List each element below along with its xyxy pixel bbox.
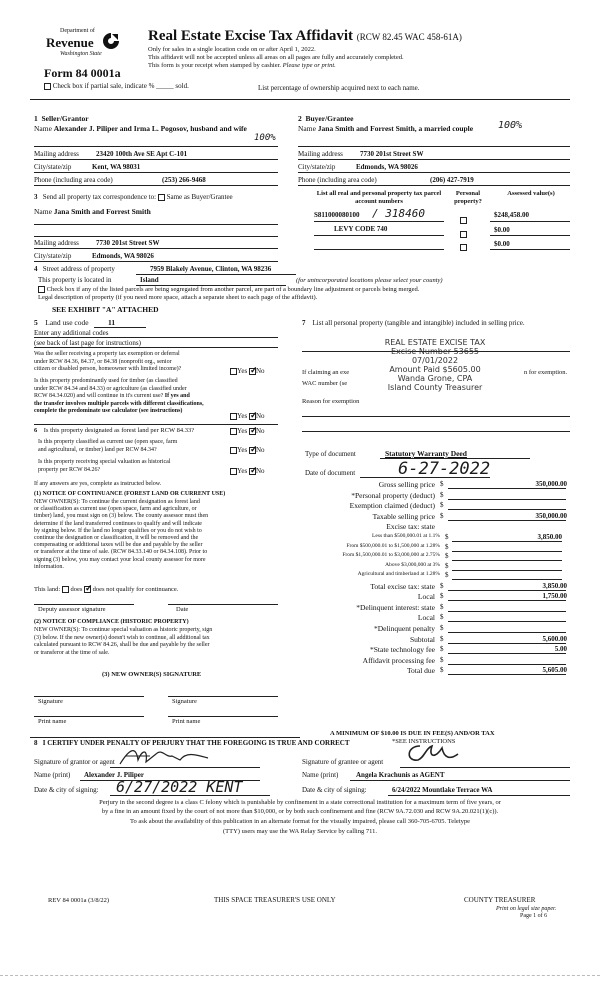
buyer-name-label: Name	[298, 124, 316, 133]
perjury-text-2: by a fine in an amount fixed by the court of not more than $10,000, or by both such confinement and fine (RCW 9A.72.030 and RCW 9A.20.021(1)(c)).	[101, 808, 499, 815]
tax-row-label: *Delinquent interest: state	[356, 602, 435, 612]
dor-logo-icon	[102, 32, 120, 50]
section5-num: 5	[34, 318, 38, 327]
grantee-sig-label: Signature of grantee or agent	[302, 758, 384, 766]
dollar-sign: $	[440, 592, 444, 601]
section7-num: 7	[302, 319, 306, 327]
q1-yes-checkbox[interactable]	[230, 368, 237, 375]
seller-num: 1	[34, 114, 38, 123]
assessed-value-2[interactable]: $0.00	[494, 226, 510, 234]
seller-heading	[34, 114, 89, 123]
dollar-sign: $	[440, 490, 444, 499]
notice1-line: signing (3) below, you may contact your local county assessor for more	[34, 556, 206, 563]
parcel-row-1	[314, 211, 360, 219]
seller-name[interactable]: Alexander J. Piliper and Irma L. Pogosov, husband and wife	[53, 124, 247, 133]
does-not-label: does not qualify for continuance.	[92, 586, 179, 593]
parcel-col-header: List all real and personal property tax parcel account numbers	[316, 190, 442, 205]
yes-label: Yes	[237, 427, 248, 435]
land-use-code[interactable]: 11	[108, 318, 116, 327]
dollar-sign: $	[445, 561, 449, 570]
seller-phone-label: Phone (including area code)	[34, 176, 113, 184]
deputy-sig-label: Deputy assessor signature	[38, 606, 106, 613]
current-use-yes-checkbox[interactable]	[230, 447, 237, 454]
buyer-num: 2	[298, 114, 302, 123]
buyer-pct: 100%	[498, 120, 523, 131]
grantee-name-label: Name (print)	[302, 771, 339, 779]
stamp-line: REAL ESTATE EXCISE TAX	[384, 338, 486, 347]
legal-paper-note: Print on legal size paper.	[496, 906, 557, 912]
tax-row-value[interactable]: 5.00	[554, 645, 567, 654]
tax-row-value[interactable]: 5,605.00	[542, 666, 567, 675]
notice2-line: or transferor at the time of sale.	[34, 649, 110, 656]
seller-heading-text: Seller/Grantor	[41, 114, 89, 123]
dor-logo	[44, 28, 124, 64]
owner-sig-label-1: Signature	[38, 698, 63, 705]
q2-line-f: complete the predominate use calculator (see instructions)	[34, 408, 183, 414]
deputy-date-label: Date	[176, 606, 189, 613]
grantor-name-label: Name (print)	[34, 771, 71, 779]
q2-line-d: If yes and	[164, 393, 190, 399]
personal-col-header: Personal property?	[454, 190, 482, 205]
tax-row	[300, 501, 575, 511]
stamp-line: 07/01/2022	[411, 356, 459, 365]
dollar-sign: $	[440, 634, 444, 643]
claiming-label: If claiming an exe	[302, 369, 350, 376]
notice2-line: calculated pursuant to RCW 84.26, shall be due and payable by the seller	[34, 642, 210, 649]
scan-edge	[0, 975, 600, 976]
tax-row-label: Taxable selling price	[372, 511, 435, 521]
dollar-sign: $	[440, 480, 444, 488]
tax-row-value[interactable]: 350,000.00	[535, 480, 567, 488]
no-label: No	[255, 446, 265, 454]
grantor-date-label: Date & city of signing:	[34, 786, 99, 794]
seller-name-row	[34, 124, 247, 133]
segregated-row	[38, 286, 419, 293]
q1-no-checkbox[interactable]	[249, 368, 256, 375]
buyer-addr-label: Mailing address	[298, 150, 343, 158]
grantee-date-city[interactable]: 6/24/2022 Mountlake Terrace WA	[392, 786, 493, 794]
form-revision: REV 84 0001a (3/8/22)	[48, 897, 110, 904]
tax-row-value[interactable]: 5,600.00	[542, 634, 567, 643]
personal-property-text	[302, 318, 570, 328]
dollar-sign: $	[440, 581, 444, 590]
buyer-name[interactable]: Jana Smith and Forrest Smith, a married couple	[317, 124, 474, 133]
tax-bracket	[300, 543, 575, 553]
q-timber	[34, 378, 204, 416]
notice1-line: continue the designation or classification, it will be removed and the	[34, 535, 199, 542]
notice1-line: NEW OWNER(S): To continue the current designation as forest land	[34, 499, 200, 505]
tax-row-label: *Delinquent penalty	[373, 623, 435, 633]
tax-row	[300, 635, 575, 645]
seller-pct: 100%	[254, 133, 276, 143]
tax-row-label: *State technology fee	[370, 645, 435, 655]
dollar-sign: $	[440, 602, 444, 611]
tax-calculation	[300, 480, 575, 750]
q-forest	[34, 427, 194, 434]
header-line2: This affidavit will not be accepted unless all areas on all pages are fully and accurately completed.	[148, 54, 404, 61]
see-instructions: *SEE INSTRUCTIONS	[392, 738, 456, 745]
tax-bracket-value[interactable]: 3,850.00	[537, 533, 562, 541]
personal-checkbox-1[interactable]	[460, 217, 467, 224]
doc-date[interactable]: 6-27-2022	[398, 459, 491, 479]
wac-label: WAC number (se	[302, 380, 348, 387]
seller-name-label: Name	[34, 124, 52, 133]
tax-bracket-label: Agricultural and timberland at 1.28%	[357, 571, 440, 577]
q-historic	[38, 459, 170, 474]
q1-line-a: Was the seller receiving a property tax exemption or deferral	[34, 351, 180, 357]
corr-name-label: Name	[34, 207, 52, 216]
assessed-value-3[interactable]: $0.00	[494, 240, 510, 248]
q1-answers	[230, 367, 265, 375]
q1-line-c: citizen or disabled person, homeowner with limited income)?	[34, 366, 182, 372]
tax-row-label: Gross selling price	[378, 480, 435, 489]
dollar-sign: $	[445, 571, 449, 579]
same-as-buyer-label: Same as Buyer/Grantee	[166, 193, 233, 201]
historic-line-a: Is this property receiving special valuation as historical	[38, 459, 171, 465]
historic-answers	[230, 467, 265, 475]
q2-line-b: under RCW 84.34 and 84.33) or agriculture (as classified under	[34, 385, 187, 392]
buyer-city[interactable]: Edmonds, WA 98026	[356, 163, 418, 171]
tax-row-label: *Personal property (deduct)	[351, 490, 435, 500]
section6-num: 6	[34, 427, 38, 434]
seller-city-label: City/state/zip	[34, 163, 72, 171]
owner-sig-label-2: Signature	[172, 698, 197, 705]
no-label: No	[255, 367, 265, 375]
does-label: does	[70, 586, 83, 593]
header-line3a: This form is your receipt when stamped by cashier.	[148, 62, 282, 69]
tax-row	[300, 512, 575, 522]
buyer-heading-text: Buyer/Grantee	[305, 114, 354, 123]
notice2-body	[34, 627, 212, 657]
does-checkbox[interactable]	[62, 586, 69, 593]
correspondence-row	[34, 193, 233, 201]
tty	[30, 828, 570, 835]
personal-property-label: List all personal property (tangible and intangible) included in selling price.	[312, 319, 525, 327]
doc-date-label: Date of document	[305, 469, 356, 477]
tax-row-label: Subtotal	[409, 634, 435, 644]
notice2-title: (2) NOTICE OF COMPLIANCE (HISTORIC PROPERTY)	[34, 619, 189, 625]
grantor-sig-label: Signature of grantor or agent	[34, 758, 115, 766]
segregated-label: Check box if any of the listed parcels are being segregated from another parcel, are part of a boundary line adjustment or parcels being merged.	[46, 286, 420, 293]
section4-num: 4	[34, 265, 38, 273]
notice1-title: (1) NOTICE OF CONTINUANCE (FOREST LAND OR CURRENT USE)	[34, 491, 226, 497]
tax-bracket	[300, 571, 575, 581]
dollar-sign: $	[440, 501, 444, 509]
perjury-1	[30, 799, 570, 806]
title-ref: (RCW 82.45 WAC 458-61A)	[356, 32, 462, 42]
correspondence-num: 3	[34, 193, 38, 201]
grantor-date-city[interactable]: 6/27/2022 KENT	[116, 778, 243, 796]
perjury-2	[30, 808, 570, 815]
tax-bracket-label: Less than $500,000.01 at 1.1%	[372, 533, 440, 539]
current-use-line-b: and agricultural, or timber) land per RCW 84.34?	[38, 446, 157, 453]
dollar-sign: $	[445, 542, 449, 551]
personal-checkbox-2[interactable]	[460, 231, 467, 238]
historic-yes-checkbox[interactable]	[230, 468, 237, 475]
corr-city[interactable]: Edmonds, WA 98026	[92, 252, 154, 260]
alt-format-text: To ask about the availability of this publication in an alternate format for the visually impaired, please call 360-705-6705. Teletype	[130, 818, 470, 825]
forest-no-checkbox[interactable]	[249, 428, 256, 435]
tax-row	[300, 624, 575, 634]
claiming-tail: n for exemption.	[524, 369, 568, 376]
land-use-row	[34, 318, 89, 327]
see-back-note: (see back of last page for instructions)	[34, 339, 141, 347]
historic-no-checkbox[interactable]	[249, 468, 256, 475]
yes-label: Yes	[237, 446, 248, 454]
assessed-value-1[interactable]: $248,458.00	[494, 211, 529, 219]
tax-row	[300, 480, 575, 490]
q-exemption	[34, 351, 181, 374]
owner-print-label-1: Print name	[38, 718, 67, 725]
notice2-line: NEW OWNER(S): To continue special valuation as historic property, sign	[34, 627, 213, 633]
street-label: Street address of property	[42, 265, 115, 273]
q2-no-checkbox[interactable]	[249, 413, 256, 420]
current-use-answers	[230, 446, 265, 454]
dollar-sign: $	[440, 666, 444, 675]
seller-addr[interactable]: 23420 100th Ave SE Apt C-101	[96, 150, 188, 158]
grantee-signature[interactable]	[402, 740, 462, 768]
tax-bracket	[300, 562, 575, 572]
minimum-note: A MINIMUM OF $10.00 IS DUE IN FEE(S) AND/OR TAX	[330, 730, 495, 737]
header-line1: Only for sales in a single location code on or after April 1, 2022.	[148, 46, 316, 53]
buyer-name-row	[298, 124, 473, 133]
dollar-sign: $	[440, 511, 444, 520]
buyer-city-label: City/state/zip	[298, 163, 336, 171]
notice1-line: or transferor at the time of sale. (RCW 84.33.140 or 84.34.108). Prior to	[34, 549, 208, 556]
located-label: This property is located in	[38, 276, 112, 284]
located-county[interactable]: Island	[140, 276, 159, 284]
forest-question: Is this property designated as forest land per RCW 84.33?	[43, 427, 195, 434]
legal-desc-label: Legal description of property (if you need more space, attach a separate sheet to each page of the affidavit).	[38, 294, 318, 301]
parcel-row-2[interactable]: LEVY CODE 740	[334, 225, 388, 233]
title-text: Real Estate Excise Tax Affidavit	[148, 28, 353, 44]
corr-name-row	[34, 207, 151, 216]
tax-row-label: Affidavit processing fee	[362, 655, 435, 665]
notice1-line: compensating or additional taxes will be due and payable by the seller	[34, 542, 203, 549]
partial-sale-checkbox[interactable]	[44, 83, 51, 90]
corr-name[interactable]: Jana Smith and Forrest Smith	[53, 207, 151, 216]
stamp-line: Amount Paid $5605.00	[389, 365, 481, 374]
buyer-phone[interactable]: (206) 427-7919	[430, 176, 474, 184]
seller-city[interactable]: Kent, WA 98031	[92, 163, 141, 171]
q2-line-a: Is this property predominantly used for timber (as classified	[34, 378, 178, 384]
notice1-line: or classification as current use (open space, farm and agriculture, or	[34, 506, 197, 513]
no-label: No	[255, 412, 265, 420]
no-label: No	[255, 427, 265, 435]
parcel-hand-1: / 318460	[372, 207, 425, 220]
dept-line: Department of	[60, 28, 95, 34]
tax-row	[300, 645, 575, 655]
assessed-col-header: Assessed value(s)	[507, 190, 555, 197]
doc-type-label: Type of document	[305, 450, 356, 458]
tax-row	[300, 656, 575, 666]
tax-row-label: Total due	[406, 666, 435, 676]
tax-bracket-label: From $1,500,000.01 to $3,000,000 at 2.75%	[342, 552, 440, 558]
q2-line-c: RCW 84.34.020) and will continue in it's current use?	[34, 393, 164, 399]
buyer-heading	[298, 114, 353, 123]
reason-label: Reason for exemption	[302, 398, 360, 405]
section4-street-row	[34, 265, 115, 273]
no-label: No	[255, 467, 265, 475]
q2-yes-checkbox[interactable]	[230, 413, 237, 420]
form-number: Form 84 0001a	[44, 66, 121, 80]
seller-addr-label: Mailing address	[34, 150, 79, 158]
corr-city-label: City/state/zip	[34, 252, 72, 260]
tax-row	[300, 613, 575, 623]
tax-bracket	[300, 533, 575, 543]
doc-type[interactable]: Statutory Warranty Deed	[385, 449, 467, 458]
if-yes-note: If any answers are yes, complete as instructed below.	[34, 481, 162, 487]
treasurer-use-only: THIS SPACE TREASURER'S USE ONLY	[214, 896, 336, 904]
yes-label: Yes	[237, 367, 248, 375]
yes-label: Yes	[237, 467, 248, 475]
tax-row-value[interactable]: 3,850.00	[542, 581, 567, 590]
tax-row-label: Local	[417, 613, 435, 623]
dept-state: Washington State	[60, 51, 102, 57]
seller-phone[interactable]: (253) 266-9468	[162, 176, 206, 184]
exhibit-text[interactable]: SEE EXHIBIT "A" ATTACHED	[52, 305, 159, 314]
dept-brand: Revenue	[46, 35, 94, 50]
partial-sale-label: Check box if partial sale, indicate % _____ sold.	[52, 82, 189, 90]
historic-line-b: property per RCW 84.26?	[38, 466, 101, 473]
yes-label: Yes	[237, 412, 248, 420]
dollar-sign: $	[440, 623, 444, 632]
q-current-use	[38, 439, 177, 454]
header-line3	[148, 62, 336, 69]
tax-row-value[interactable]: 350,000.00	[535, 511, 567, 520]
notice1-line: timber) land, you must sign on (3) below. The county assessor must then	[34, 513, 209, 520]
tax-row-label: Exemption claimed (deduct)	[349, 501, 435, 510]
notice1-line: determine if the land transferred continues to qualify and will indicate	[34, 520, 202, 527]
tax-bracket	[300, 552, 575, 562]
tax-bracket-label: Above $3,000,000 at 3%	[385, 561, 440, 568]
parcel-number[interactable]: S811000080100	[314, 211, 360, 219]
buyer-phone-label: Phone (including area code)	[298, 176, 377, 184]
tax-row	[300, 582, 575, 592]
grantee-name[interactable]: Angela Krachunis as AGENT	[356, 771, 445, 779]
owner-print-label-2: Print name	[172, 718, 201, 725]
stamp-line: Wanda Grone, CPA	[397, 374, 473, 383]
this-land-label: This land:	[34, 586, 61, 593]
forest-answers	[230, 427, 265, 435]
tax-row	[300, 666, 575, 676]
forest-yes-checkbox[interactable]	[230, 428, 237, 435]
certify-text: I CERTIFY UNDER PENALTY OF PERJURY THAT THE FOREGOING IS TRUE AND CORRECT	[42, 739, 350, 747]
partial-sale-row	[44, 82, 189, 90]
ownership-note: List percentage of ownership acquired next to each name.	[258, 84, 420, 92]
current-use-line-a: Is this property classified as current use (open space, farm	[38, 439, 178, 445]
tty-text: (TTY) users may use the WA Relay Service by calling 711.	[223, 828, 377, 835]
header-line3b: Please type or print.	[282, 62, 336, 69]
stamp-line: Excise Number 53655	[390, 347, 480, 356]
alt-format	[30, 818, 570, 825]
grantee-date-label: Date & city of signing:	[302, 786, 367, 794]
q1-line-b: under RCW 84.36, 84.37, or 84.38 (nonprofit org., senior	[34, 358, 172, 365]
q2-answers	[230, 412, 265, 420]
tax-row	[300, 592, 575, 602]
dollar-sign: $	[440, 645, 444, 654]
tax-row-label: Total excise tax: state	[370, 581, 435, 591]
grantor-name[interactable]: Alexander J. Piliper	[84, 771, 144, 779]
personal-checkbox-3[interactable]	[460, 244, 467, 251]
does-not-checkbox[interactable]	[84, 586, 91, 593]
treasurer-stamp	[350, 338, 520, 392]
new-owner-sig-title: (3) NEW OWNER(S) SIGNATURE	[102, 671, 202, 678]
form-title	[148, 28, 462, 45]
tax-row	[300, 491, 575, 501]
notice1-body	[34, 499, 208, 571]
stamp-line: Island County Treasurer	[387, 383, 483, 392]
notice1-line: by signing below. If the land no longer qualifies or you do not wish to	[34, 527, 202, 534]
section8-num: 8	[34, 739, 38, 747]
perjury-text-1: Perjury in the second degree is a class C felony which is punishable by confinement in a state correctional institution for a maximum term of five years, or	[99, 799, 501, 806]
corr-addr[interactable]: 7730 201st Street SW	[96, 239, 160, 247]
tax-bracket-label: From $500,000.01 to $1,500,000 at 1.28%	[346, 542, 440, 549]
same-as-buyer-checkbox[interactable]	[158, 194, 165, 201]
correspondence-text: Send all property tax correspondence to:	[42, 193, 157, 201]
current-use-no-checkbox[interactable]	[249, 447, 256, 454]
page-number: Page 1 of 6	[520, 913, 548, 919]
dollar-sign: $	[440, 655, 444, 664]
notice2-line: (3) below. If the new owner(s) doesn't wish to continue, all additional tax	[34, 634, 210, 641]
notice1-line: information.	[34, 563, 64, 570]
tax-row-value[interactable]: 1,750.00	[542, 592, 567, 601]
corr-addr-label: Mailing address	[34, 239, 79, 247]
segregated-checkbox[interactable]	[38, 286, 45, 293]
dollar-sign: $	[445, 552, 449, 560]
unincorp-note: (for unincorporated locations please select your county)	[296, 277, 443, 284]
q2-line-e: the transfer involves multiple parcels with different classifications,	[34, 400, 204, 407]
property-street[interactable]: 7959 Blakely Avenue, Clinton, WA 98236	[150, 265, 272, 273]
tax-row-label: Local	[417, 592, 435, 602]
buyer-addr[interactable]: 7730 201st Street SW	[360, 150, 424, 158]
county-treasurer: COUNTY TREASURER	[464, 896, 536, 904]
excise-state-heading: Excise tax: state	[386, 522, 435, 531]
this-land-row	[34, 586, 178, 593]
dollar-sign: $	[445, 533, 449, 541]
dollar-sign: $	[440, 613, 444, 622]
land-use-label: Land use code	[45, 318, 89, 327]
additional-codes-label: Enter any additional codes	[34, 329, 109, 337]
tax-row	[300, 603, 575, 613]
